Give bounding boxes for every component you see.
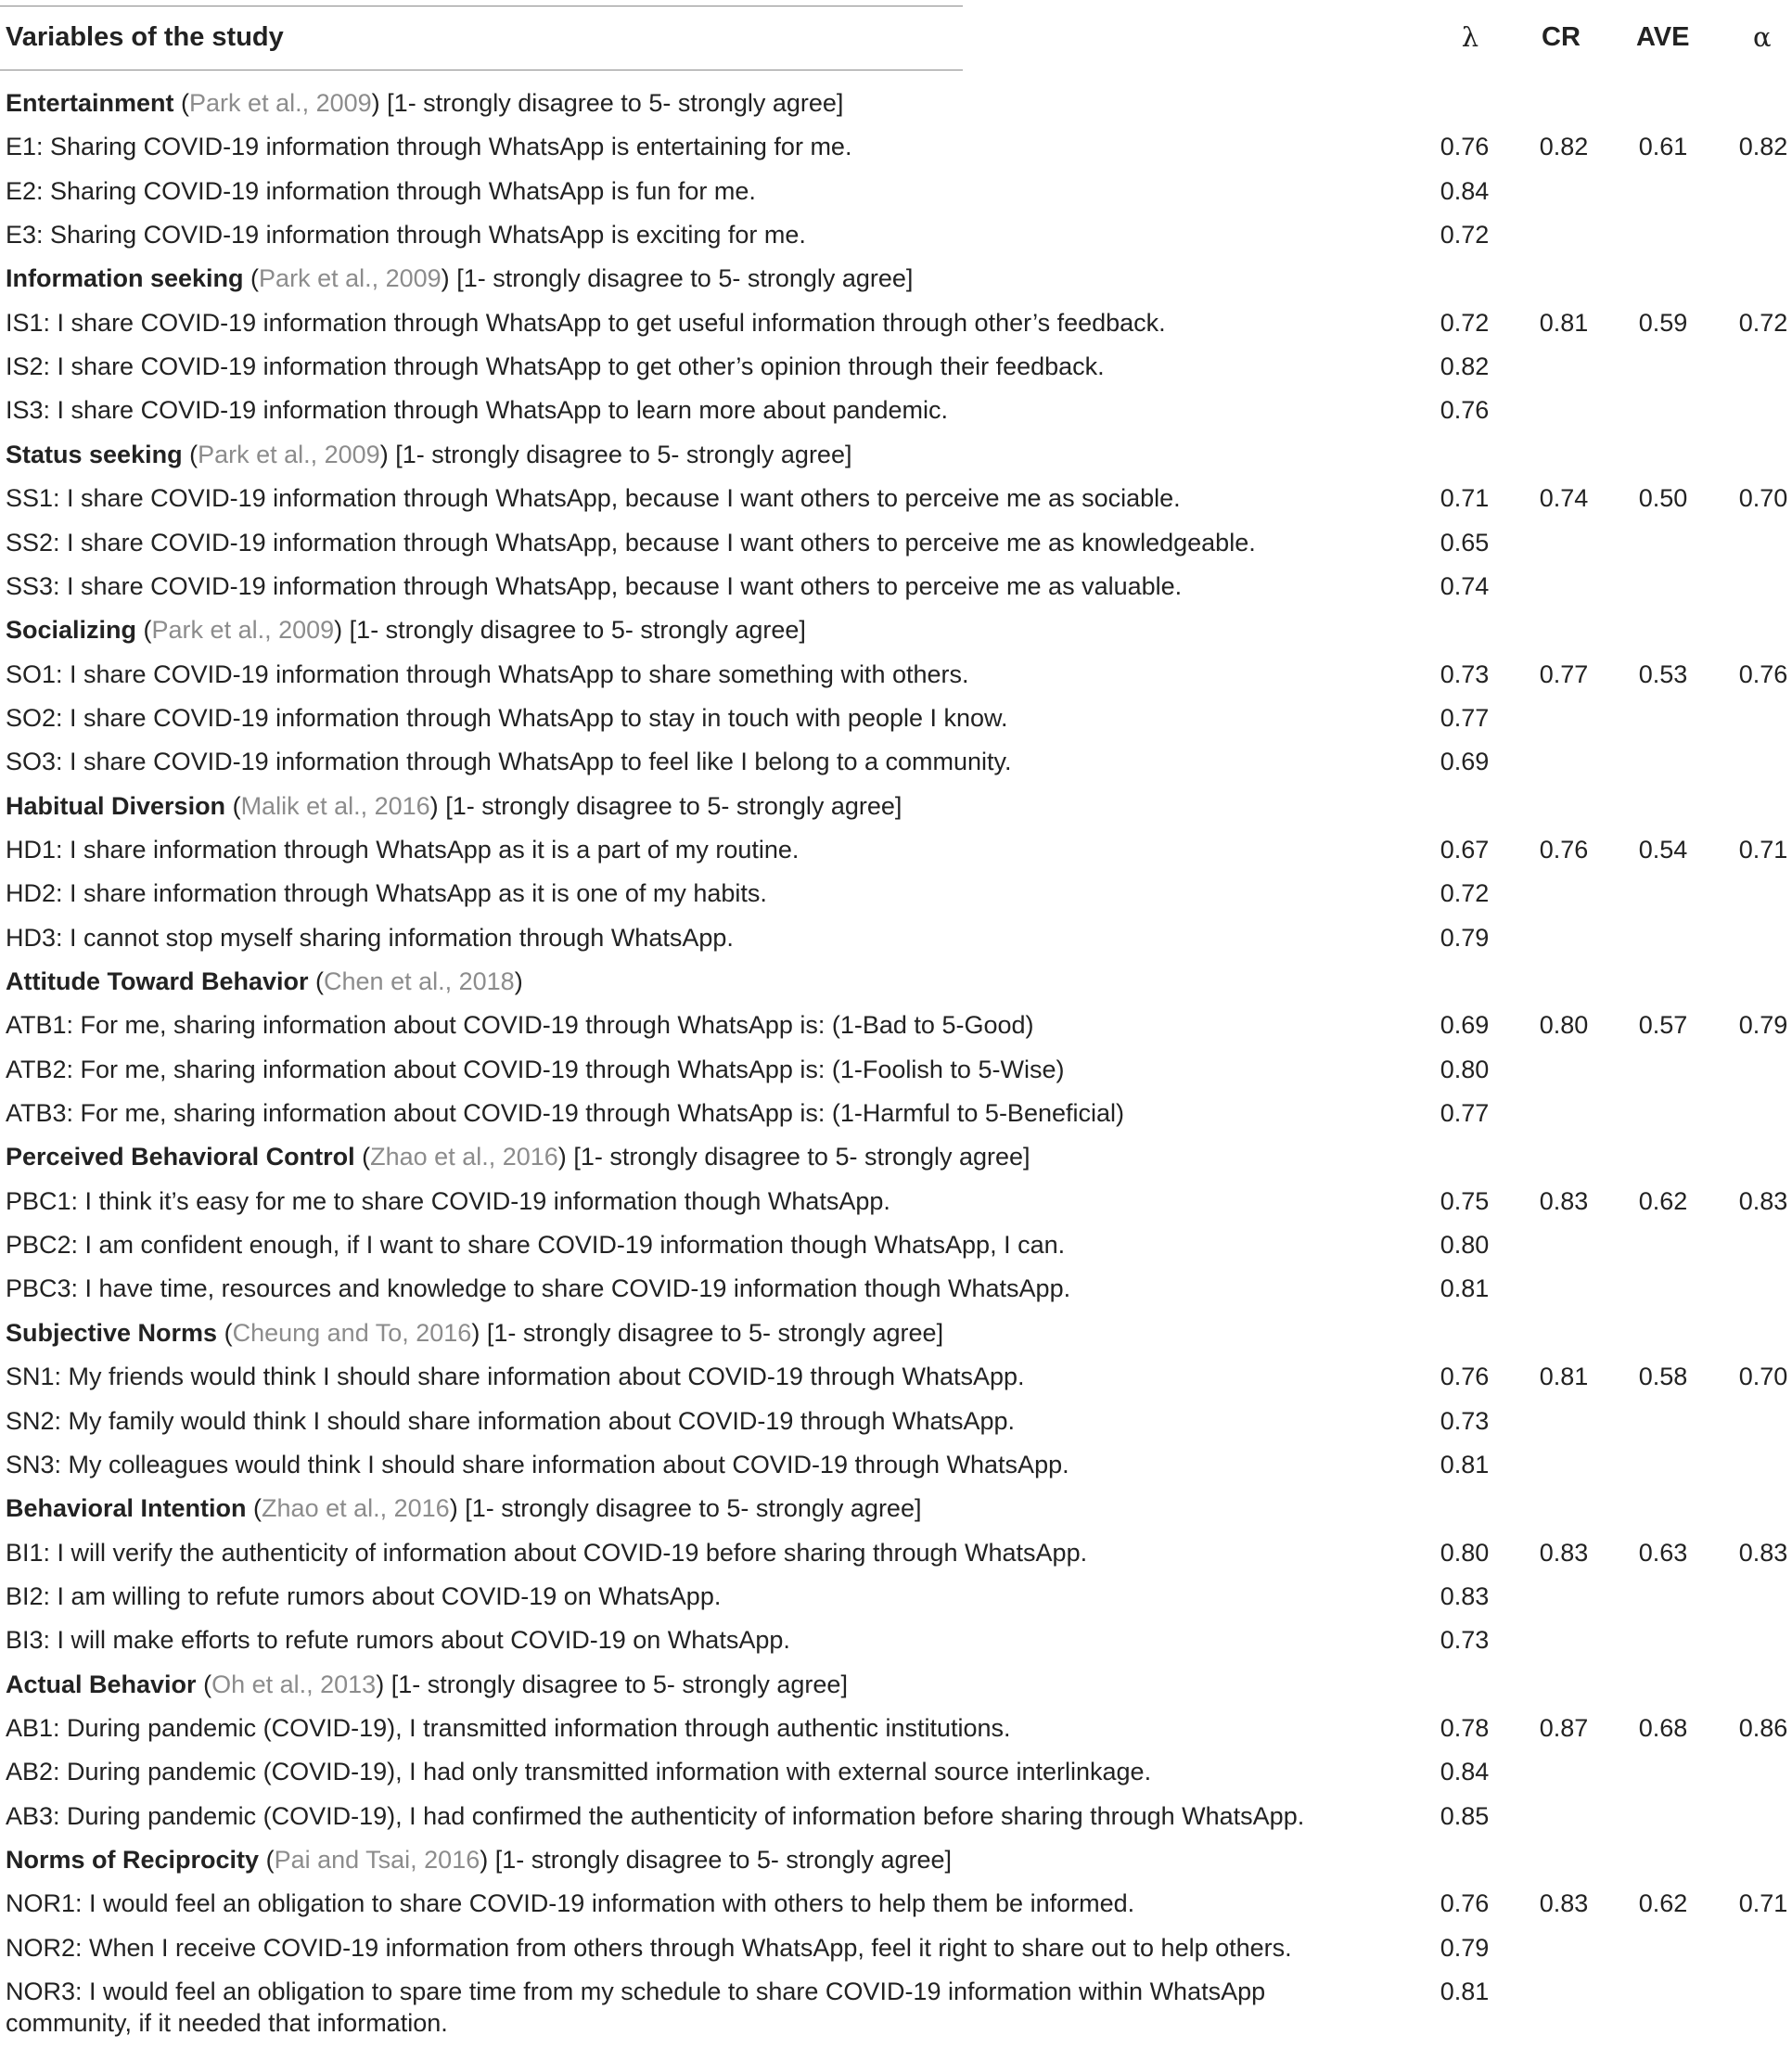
lambda-value: 0.84	[1440, 176, 1490, 205]
section-title: Norms of Reciprocity	[6, 1846, 260, 1874]
section-title: Socializing	[6, 616, 137, 645]
alpha-value: 0.71	[1738, 1889, 1788, 1918]
item-text: IS2: I share COVID-19 information through WhatsApp to get other’s opinion through their feedback.	[6, 352, 1105, 381]
item-text: IS3: I share COVID-19 information through WhatsApp to learn more about pandemic.	[6, 396, 949, 425]
lambda-value: 0.84	[1440, 1758, 1490, 1786]
item-text: AB1: During pandemic (COVID-19), I transmitted information through authentic institutions.	[6, 1713, 1011, 1742]
item-text: NOR1: I would feel an obligation to share COVID-19 information with others to help them be informed.	[6, 1889, 1135, 1918]
item-text: BI3: I will make efforts to refute rumors about COVID-19 on WhatsApp.	[6, 1626, 790, 1655]
section-heading: Subjective Norms (Cheung and To, 2016) [1- strongly disagree to 5- strongly agree]	[6, 1318, 944, 1347]
item-text: E2: Sharing COVID-19 information through WhatsApp is fun for me.	[6, 176, 756, 205]
item-text: ATB3: For me, sharing information about COVID-19 through WhatsApp is: (1-Harmful to 5-Beneficial)	[6, 1099, 1124, 1128]
lambda-value: 0.72	[1440, 879, 1490, 908]
lambda-value: 0.76	[1440, 133, 1490, 161]
alpha-value: 0.83	[1738, 1186, 1788, 1215]
alpha-value: 0.70	[1738, 484, 1788, 513]
alpha-value: 0.70	[1738, 1363, 1788, 1391]
lambda-value: 0.76	[1440, 1363, 1490, 1391]
ave-value: 0.54	[1638, 835, 1688, 864]
cr-value: 0.83	[1539, 1186, 1589, 1215]
lambda-value: 0.69	[1440, 748, 1490, 776]
section-scale: [1- strongly disagree to 5- strongly agree]	[573, 1143, 1030, 1171]
lambda-value: 0.81	[1440, 1450, 1490, 1478]
item-text: SS1: I share COVID-19 information through WhatsApp, because I want others to perceive me as sociable.	[6, 484, 1181, 513]
alpha-value: 0.76	[1738, 659, 1788, 688]
section-citation: Chen et al., 2018	[324, 967, 515, 995]
header-row	[0, 0, 1792, 72]
alpha-value: 0.82	[1738, 133, 1788, 161]
header-lambda: λ	[1461, 21, 1479, 53]
item-text: SO1: I share COVID-19 information through WhatsApp to share something with others.	[6, 659, 969, 688]
ave-value: 0.63	[1638, 1538, 1688, 1567]
alpha-value: 0.83	[1738, 1538, 1788, 1567]
lambda-value: 0.80	[1440, 1538, 1490, 1567]
section-scale: [1- strongly disagree to 5- strongly agree]	[494, 1846, 952, 1874]
section-heading: Behavioral Intention (Zhao et al., 2016) [1- strongly disagree to 5- strongly agree]	[6, 1494, 922, 1523]
section-heading: Entertainment (Park et al., 2009) [1- strongly disagree to 5- strongly agree]	[6, 89, 844, 117]
cr-value: 0.81	[1539, 1363, 1589, 1391]
item-text: SO3: I share COVID-19 information through WhatsApp to feel like I belong to a community.	[6, 748, 1012, 776]
section-heading: Perceived Behavioral Control (Zhao et al., 2016) [1- strongly disagree to 5- strongly agree]	[6, 1143, 1030, 1171]
alpha-value: 0.79	[1738, 1011, 1788, 1040]
ave-value: 0.59	[1638, 308, 1688, 337]
lambda-value: 0.73	[1440, 1626, 1490, 1655]
item-text: SN2: My family would think I should share information about COVID-19 through WhatsApp.	[6, 1406, 1016, 1435]
section-heading: Norms of Reciprocity (Pai and Tsai, 2016) [1- strongly disagree to 5- strongly agree]	[6, 1846, 952, 1874]
lambda-value: 0.79	[1440, 923, 1490, 952]
section-title: Information seeking	[6, 264, 244, 293]
ave-value: 0.62	[1638, 1889, 1688, 1918]
section-citation: Zhao et al., 2016	[370, 1143, 558, 1171]
section-heading: Information seeking (Park et al., 2009) [1- strongly disagree to 5- strongly agree]	[6, 264, 914, 293]
item-text: PBC2: I am confident enough, if I want to share COVID-19 information though WhatsApp, I can.	[6, 1231, 1066, 1260]
cr-value: 0.74	[1539, 484, 1589, 513]
cr-value: 0.81	[1539, 308, 1589, 337]
section-scale: [1- strongly disagree to 5- strongly agree]	[387, 89, 844, 117]
item-text: SN1: My friends would think I should share information about COVID-19 through WhatsApp.	[6, 1363, 1025, 1391]
item-text: PBC1: I think it’s easy for me to share COVID-19 information though WhatsApp.	[6, 1186, 890, 1215]
section-scale: [1- strongly disagree to 5- strongly agree]	[390, 1670, 848, 1698]
section-title: Behavioral Intention	[6, 1494, 247, 1523]
ave-value: 0.57	[1638, 1011, 1688, 1040]
lambda-value: 0.67	[1440, 835, 1490, 864]
lambda-value: 0.81	[1440, 1274, 1490, 1303]
lambda-value: 0.81	[1440, 1978, 1490, 2006]
item-text: NOR2: When I receive COVID-19 information from others through WhatsApp, feel it right to share out to help others.	[6, 1933, 1292, 1962]
ave-value: 0.58	[1638, 1363, 1688, 1391]
lambda-value: 0.72	[1440, 308, 1490, 337]
section-citation: Malik et al., 2016	[240, 791, 430, 820]
lambda-value: 0.80	[1440, 1055, 1490, 1083]
lambda-value: 0.74	[1440, 571, 1490, 600]
section-citation: Park et al., 2009	[189, 89, 372, 117]
cr-value: 0.83	[1539, 1538, 1589, 1567]
lambda-value: 0.79	[1440, 1933, 1490, 1962]
lambda-value: 0.72	[1440, 221, 1490, 250]
alpha-value: 0.72	[1738, 308, 1788, 337]
header-cr: CR	[1542, 22, 1581, 52]
item-text: NOR3: I would feel an obligation to spare time from my schedule to share COVID-19 information within WhatsApp community, if it needed that information.	[6, 1978, 1266, 2038]
lambda-value: 0.75	[1440, 1186, 1490, 1215]
section-heading: Socializing (Park et al., 2009) [1- strongly disagree to 5- strongly agree]	[6, 616, 806, 645]
item-text: HD1: I share information through WhatsApp as it is a part of my routine.	[6, 835, 800, 864]
section-scale: [1- strongly disagree to 5- strongly agree]	[456, 264, 914, 293]
item-text: HD3: I cannot stop myself sharing information through WhatsApp.	[6, 923, 734, 952]
cr-value: 0.87	[1539, 1713, 1589, 1742]
section-scale: [1- strongly disagree to 5- strongly agree]	[349, 616, 806, 645]
ave-value: 0.68	[1638, 1713, 1688, 1742]
item-text: SN3: My colleagues would think I should share information about COVID-19 through WhatsApp.	[6, 1450, 1069, 1478]
section-title: Actual Behavior	[6, 1670, 197, 1698]
lambda-value: 0.78	[1440, 1713, 1490, 1742]
header-ave: AVE	[1636, 22, 1690, 52]
item-text: PBC3: I have time, resources and knowledge to share COVID-19 information though WhatsApp.	[6, 1274, 1071, 1303]
section-citation: Park et al., 2009	[198, 440, 380, 468]
lambda-value: 0.85	[1440, 1801, 1490, 1830]
item-text: E3: Sharing COVID-19 information through WhatsApp is exciting for me.	[6, 221, 806, 250]
section-title: Subjective Norms	[6, 1318, 218, 1347]
item-text: BI2: I am willing to refute rumors about COVID-19 on WhatsApp.	[6, 1581, 722, 1610]
item-text: E1: Sharing COVID-19 information through WhatsApp is entertaining for me.	[6, 133, 852, 161]
section-heading: Status seeking (Park et al., 2009) [1- strongly disagree to 5- strongly agree]	[6, 440, 852, 468]
item-text: AB3: During pandemic (COVID-19), I had confirmed the authenticity of information before sharing through WhatsApp.	[6, 1801, 1305, 1830]
section-citation: Oh et al., 2013	[211, 1670, 377, 1698]
section-title: Status seeking	[6, 440, 183, 468]
item-text: AB2: During pandemic (COVID-19), I had only transmitted information with external source interlinkage.	[6, 1758, 1152, 1786]
section-heading: Attitude Toward Behavior (Chen et al., 2018)	[6, 967, 523, 995]
section-heading: Actual Behavior (Oh et al., 2013) [1- strongly disagree to 5- strongly agree]	[6, 1670, 848, 1698]
item-text: SS3: I share COVID-19 information through WhatsApp, because I want others to perceive me as valuable.	[6, 571, 1183, 600]
lambda-value: 0.71	[1440, 484, 1490, 513]
lambda-value: 0.80	[1440, 1231, 1490, 1260]
section-citation: Park et al., 2009	[151, 616, 335, 645]
section-title: Perceived Behavioral Control	[6, 1143, 355, 1171]
item-text: ATB1: For me, sharing information about COVID-19 through WhatsApp is: (1-Bad to 5-Good)	[6, 1011, 1034, 1040]
item-text: SS2: I share COVID-19 information through WhatsApp, because I want others to perceive me as knowledgeable.	[6, 528, 1256, 557]
section-citation: Pai and Tsai, 2016	[274, 1846, 480, 1874]
lambda-value: 0.76	[1440, 396, 1490, 425]
section-citation: Cheung and To, 2016	[232, 1318, 472, 1347]
ave-value: 0.62	[1638, 1186, 1688, 1215]
lambda-value: 0.69	[1440, 1011, 1490, 1040]
item-text: SO2: I share COVID-19 information through WhatsApp to stay in touch with people I know.	[6, 703, 1008, 732]
lambda-value: 0.77	[1440, 703, 1490, 732]
section-title: Attitude Toward Behavior	[6, 967, 309, 995]
section-scale: [1- strongly disagree to 5- strongly agree]	[445, 791, 902, 820]
ave-value: 0.53	[1638, 659, 1688, 688]
item-text: ATB2: For me, sharing information about COVID-19 through WhatsApp is: (1-Foolish to 5-Wise)	[6, 1055, 1065, 1083]
lambda-value: 0.76	[1440, 1889, 1490, 1918]
lambda-value: 0.65	[1440, 528, 1490, 557]
item-text: IS1: I share COVID-19 information through WhatsApp to get useful information through other’s feedback.	[6, 308, 1166, 337]
lambda-value: 0.77	[1440, 1099, 1490, 1128]
ave-value: 0.50	[1638, 484, 1688, 513]
cr-value: 0.77	[1539, 659, 1589, 688]
item-text: BI1: I will verify the authenticity of information about COVID-19 before sharing through WhatsApp.	[6, 1538, 1088, 1567]
lambda-value: 0.83	[1440, 1581, 1490, 1610]
header-alpha: α	[1753, 21, 1772, 53]
lambda-value: 0.82	[1440, 352, 1490, 381]
section-title: Entertainment	[6, 89, 174, 117]
section-heading: Habitual Diversion (Malik et al., 2016) [1- strongly disagree to 5- strongly agree]	[6, 791, 902, 820]
cr-value: 0.83	[1539, 1889, 1589, 1918]
section-citation: Zhao et al., 2016	[262, 1494, 450, 1523]
lambda-value: 0.73	[1440, 1406, 1490, 1435]
section-scale: [1- strongly disagree to 5- strongly agree]	[486, 1318, 944, 1347]
alpha-value: 0.71	[1738, 835, 1788, 864]
section-scale: [1- strongly disagree to 5- strongly agree]	[395, 440, 852, 468]
section-scale: [1- strongly disagree to 5- strongly agree]	[465, 1494, 922, 1523]
section-citation: Park et al., 2009	[259, 264, 442, 293]
lambda-value: 0.73	[1440, 659, 1490, 688]
cr-value: 0.82	[1539, 133, 1589, 161]
cr-value: 0.76	[1539, 835, 1589, 864]
section-title: Habitual Diversion	[6, 791, 226, 820]
cr-value: 0.80	[1539, 1011, 1589, 1040]
ave-value: 0.61	[1638, 133, 1688, 161]
alpha-value: 0.86	[1738, 1713, 1788, 1742]
item-text: HD2: I share information through WhatsApp as it is one of my habits.	[6, 879, 767, 908]
header-variables: Variables of the study	[6, 22, 284, 52]
